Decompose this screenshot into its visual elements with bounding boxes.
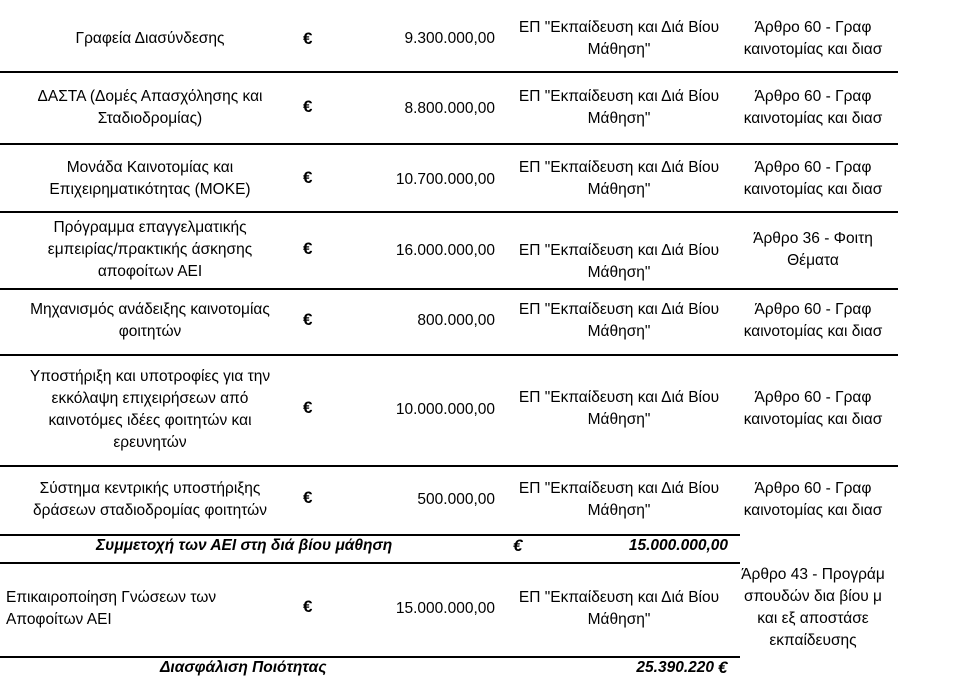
article-cell: Άρθρο 60 - Γραφ καινοτομίας και διασ — [743, 301, 883, 340]
subtotal-label: Συμμετοχή των ΑΕΙ στη διά βίου μάθηση — [96, 537, 393, 554]
program-cell: ΕΠ "Εκπαίδευση και Διά Βίου Μάθηση" — [518, 301, 720, 340]
euro-icon: € — [303, 29, 313, 48]
program-cell: ΕΠ "Εκπαίδευση και Διά Βίου Μάθηση" — [518, 589, 720, 628]
program-cell: ΕΠ "Εκπαίδευση και Διά Βίου Μάθηση" — [518, 19, 720, 58]
row-separator — [0, 211, 898, 213]
total-amount: 25.390.220 — [636, 659, 714, 676]
row-separator — [0, 534, 740, 536]
article-cell: Άρθρο 43 - Προγράμ σπουδών δια βίου μ και εξ αποστάσε εκπαίδευσης — [741, 566, 885, 649]
euro-icon: € — [718, 658, 728, 677]
row-separator — [0, 288, 898, 290]
table-row-name: Σύστημα κεντρικής υποστήριξης δράσεων σταδιοδρομίας φοιτητών — [33, 480, 267, 519]
article-cell: Άρθρο 60 - Γραφ καινοτομίας και διασ — [743, 480, 883, 519]
euro-icon: € — [513, 536, 523, 555]
table-row-name: Υποστήριξη και υποτροφίες για την εκκόλαψη επιχειρήσεων από καινοτόμες ιδέες φοιτητών και ερευνητών — [29, 368, 271, 451]
row-separator — [0, 656, 740, 658]
table-row-name: Μηχανισμός ανάδειξης καινοτομίας φοιτητών — [30, 301, 270, 340]
table-row-name: Επικαιροποίηση Γνώσεων των Αποφοίτων ΑΕΙ — [6, 589, 217, 628]
row-separator — [0, 143, 898, 145]
article-cell: Άρθρο 60 - Γραφ καινοτομίας και διασ — [743, 19, 883, 58]
amount-cell: 10.000.000,00 — [395, 401, 495, 418]
amount-cell: 8.800.000,00 — [404, 100, 495, 117]
row-separator — [0, 562, 740, 564]
row-separator — [0, 354, 898, 356]
row-separator — [0, 71, 898, 73]
article-cell: Άρθρο 36 - Φοιτη Θέματα — [753, 230, 873, 269]
amount-cell: 800.000,00 — [417, 312, 495, 329]
table-row-name: Γραφεία Διασύνδεσης — [75, 30, 225, 47]
amount-cell: 15.000.000,00 — [395, 600, 495, 617]
row-separator — [0, 465, 898, 467]
euro-icon: € — [303, 398, 313, 417]
table-row-name: Μονάδα Καινοτομίας και Επιχειρηματικότητας (ΜΟΚΕ) — [49, 159, 251, 198]
euro-icon: € — [303, 97, 313, 116]
article-cell: Άρθρο 60 - Γραφ καινοτομίας και διασ — [743, 389, 883, 428]
program-cell: ΕΠ "Εκπαίδευση και Διά Βίου Μάθηση" — [518, 242, 720, 281]
table-row-name: ΔΑΣΤΑ (Δομές Απασχόλησης και Σταδιοδρομίας) — [37, 88, 263, 127]
program-cell: ΕΠ "Εκπαίδευση και Διά Βίου Μάθηση" — [518, 88, 720, 127]
euro-icon: € — [303, 239, 313, 258]
article-cell: Άρθρο 60 - Γραφ καινοτομίας και διασ — [743, 159, 883, 198]
program-cell: ΕΠ "Εκπαίδευση και Διά Βίου Μάθηση" — [518, 389, 720, 428]
amount-cell: 10.700.000,00 — [395, 171, 495, 188]
total-label: Διασφάλιση Ποιότητας — [160, 659, 327, 676]
program-cell: ΕΠ "Εκπαίδευση και Διά Βίου Μάθηση" — [518, 159, 720, 198]
subtotal-amount: 15.000.000,00 — [628, 537, 728, 554]
euro-icon: € — [303, 168, 313, 187]
euro-icon: € — [303, 488, 313, 507]
euro-icon: € — [303, 597, 313, 616]
program-cell: ΕΠ "Εκπαίδευση και Διά Βίου Μάθηση" — [518, 480, 720, 519]
euro-icon: € — [303, 310, 313, 329]
amount-cell: 16.000.000,00 — [395, 242, 495, 259]
amount-cell: 500.000,00 — [417, 491, 495, 508]
amount-cell: 9.300.000,00 — [404, 30, 495, 47]
article-cell: Άρθρο 60 - Γραφ καινοτομίας και διασ — [743, 88, 883, 127]
table-row-name: Πρόγραμμα επαγγελματικής εμπειρίας/πρακτικής άσκησης αποφοίτων ΑΕΙ — [47, 219, 253, 280]
